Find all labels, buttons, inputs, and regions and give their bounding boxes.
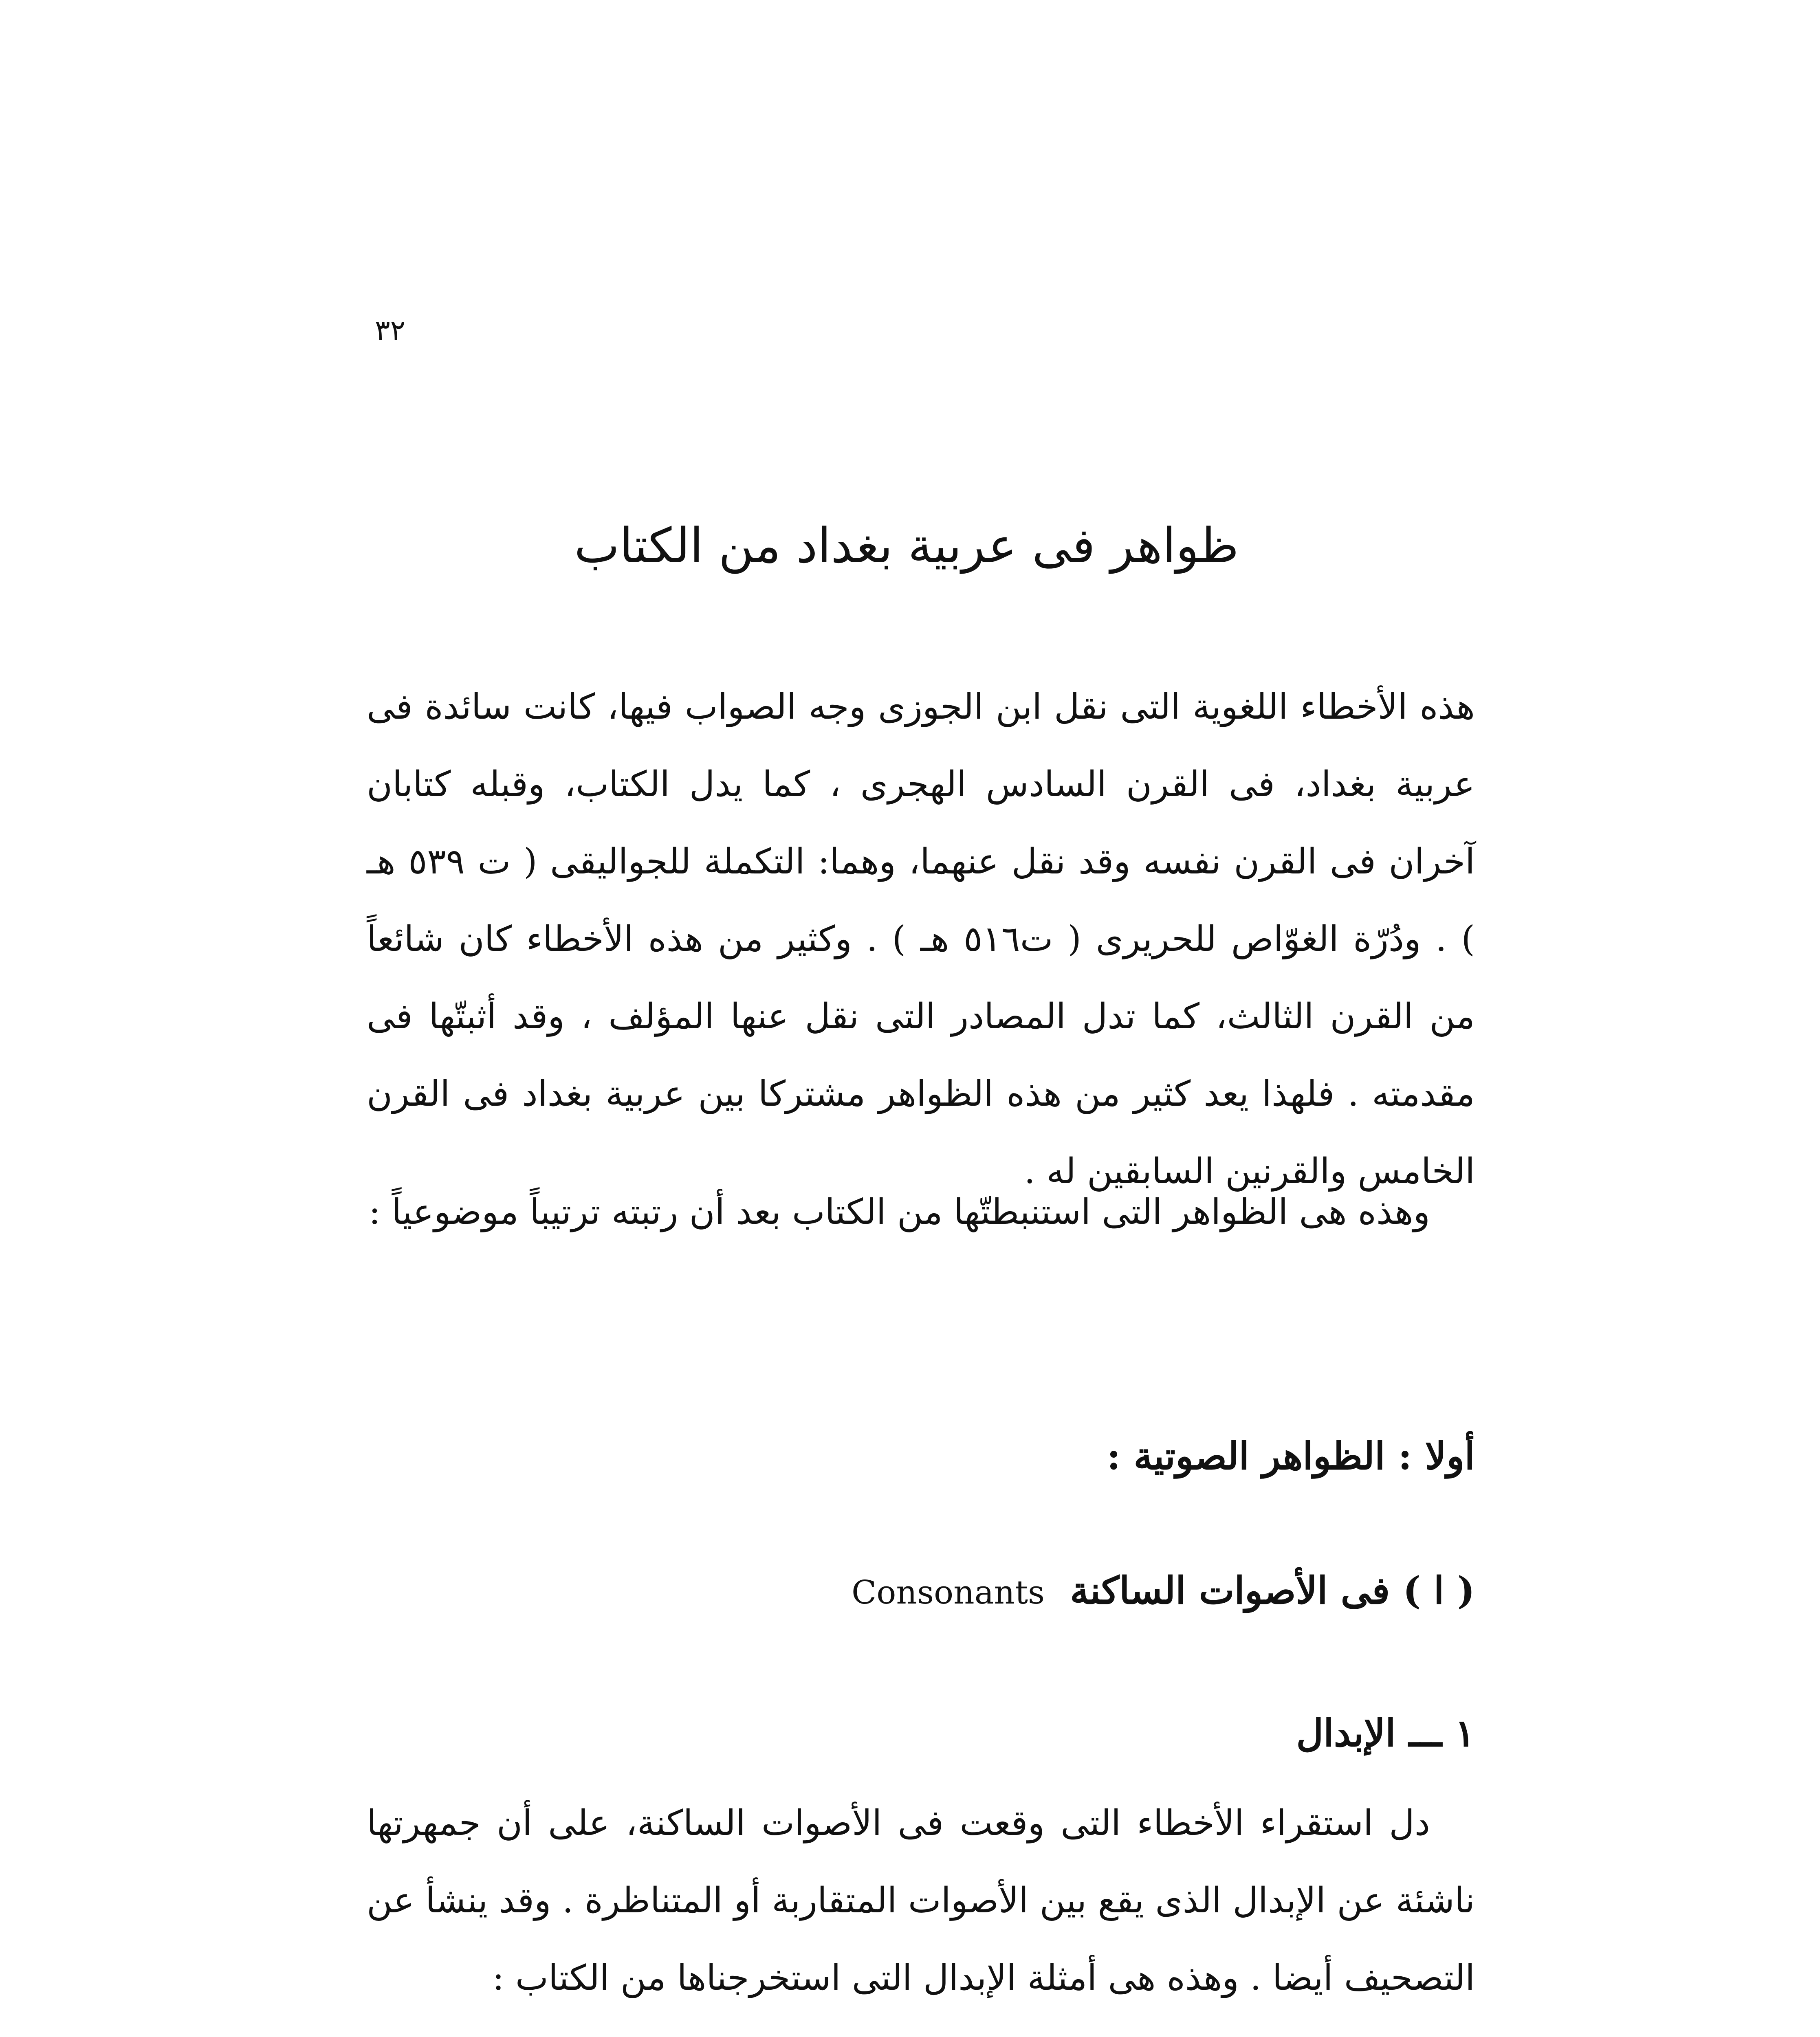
subsection-heading-consonants (852, 1568, 1475, 1612)
page-title: ظواهر فى عربية بغداد من الكتاب (574, 517, 1239, 574)
order-paragraph (367, 1173, 1475, 1251)
section-heading-phonetic: أولا : الظواهر الصوتية : (1107, 1434, 1475, 1478)
ibdal-paragraph (367, 1784, 1475, 2017)
ibdal-text (367, 1784, 1475, 2017)
ibdal-body: دل استقراء الأخطاء التى وقعت فى الأصوات الساكنة، على أن جمهرتها ناشئة عن الإبدال الذى يقع بين الأصوات المتقاربة أو المتناظرة . وقد ينشأ عن التصحيف أيضا . وهذه هى أمثلة الإبدال التى استخرجناها من الكتاب : (367, 1803, 1475, 1998)
order-text (367, 1173, 1475, 1251)
intro-paragraph (367, 668, 1475, 1210)
intro-text: هذه الأخطاء اللغوية التى نقل ابن الجوزى وجه الصواب فيها، كانت سائدة فى عربية بغداد، فى القرن السادس الهجرى ، كما يدل الكتاب، وقبله كتابان آخران فى القرن نفسه وقد نقل عنهما، وهما: التكملة للجواليقى ( ت ٥٣٩ هـ ) . ودُرّة الغوّاص للحريرى ( ت٥١٦ هـ ) . وكثير من هذه الأخطاء كان شائعاً من القرن الثالث، كما تدل المصادر التى نقل عنها المؤلف ، وقد أثبتّها فى مقدمته . فلهذا يعد كثير من هذه الظواهر مشتركا بين عربية بغداد فى القرن الخامس والقرنين السابقين له . (367, 686, 1475, 1192)
order-sentence: وهذه هى الظواهر التى استنبطتّها من الكتاب بعد أن رتبته ترتيباً موضوعياً : (369, 1192, 1430, 1232)
item-heading-ibdal: ١ ـــ الإبدال (1296, 1711, 1475, 1755)
subsection-heading-arabic: ( ا ) فى الأصوات الساكنة (1070, 1568, 1475, 1612)
page-number: ٣٢ (375, 314, 406, 347)
subsection-heading-latin: Consonants (852, 1573, 1045, 1611)
